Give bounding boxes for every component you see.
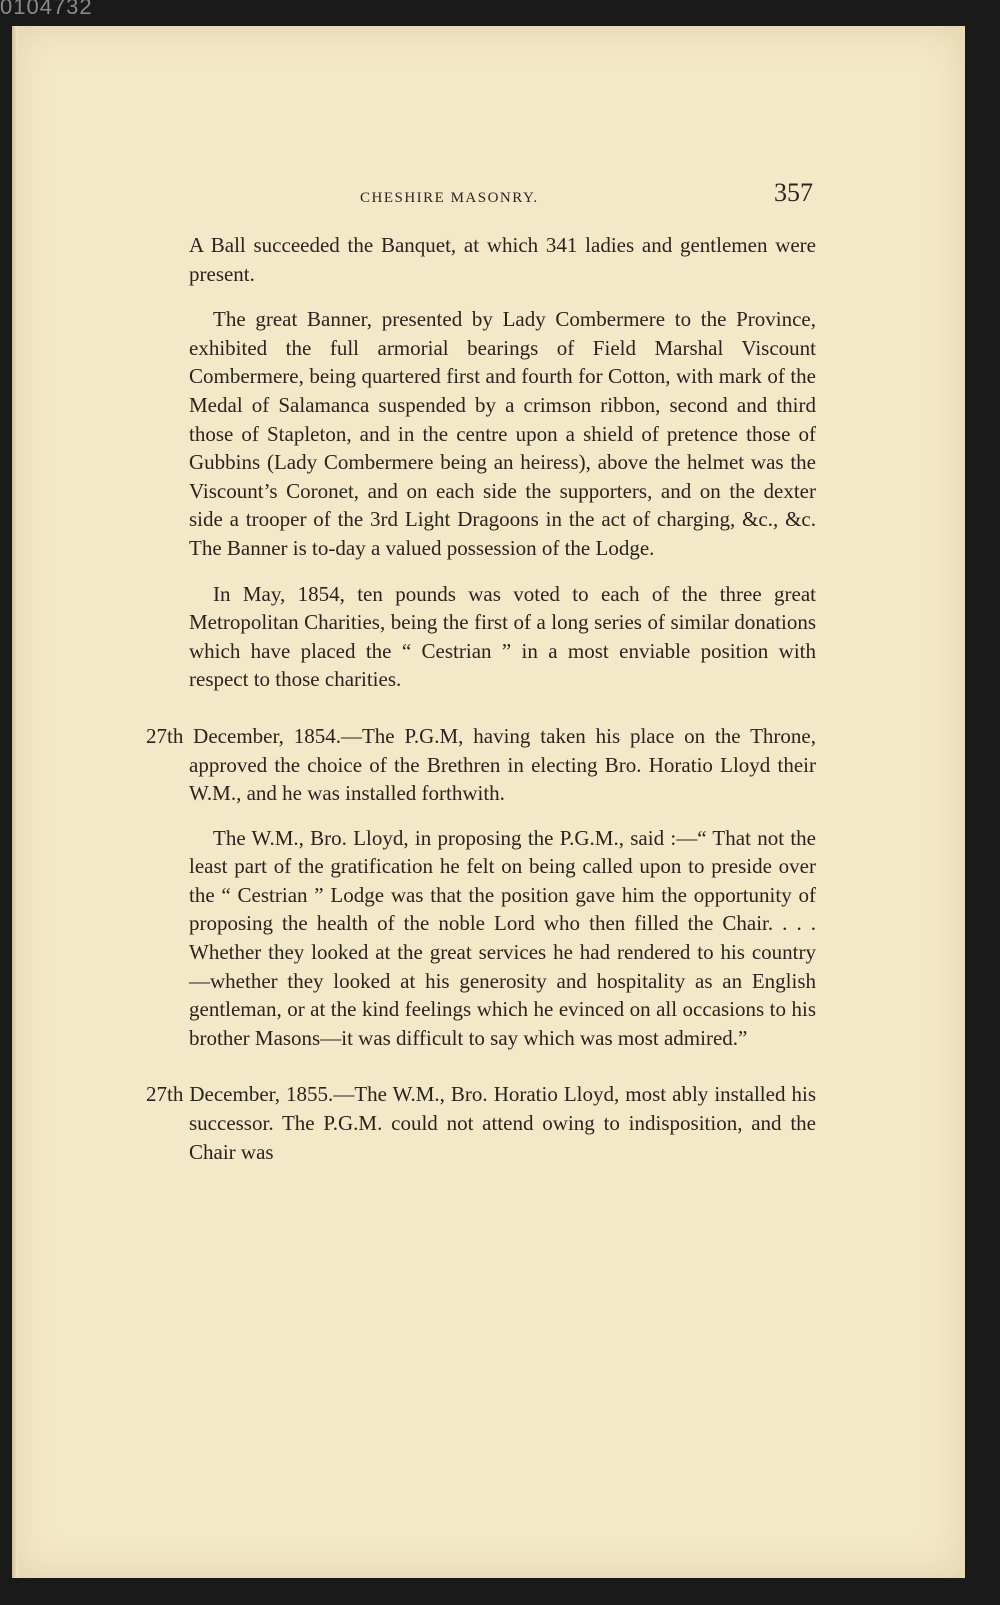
page-edge-shadow: [12, 26, 18, 1578]
scan-corner-id: 0104732: [0, 0, 93, 19]
entry-date: 27th December, 1854.: [146, 723, 341, 748]
entry-date: 27th December, 1855.: [146, 1082, 334, 1107]
page-number: 357: [774, 178, 813, 207]
entry-text: —The P.G.M, having taken his place on the Throne, approved the choice of the Brethren in electing Bro. Horatio Lloyd their W.M., and he was installed forthwith.: [189, 723, 816, 806]
dated-entry: [146, 722, 816, 808]
paragraph-ball: A Ball succeeded the Banquet, at which 341 ladies and gentlemen were present.: [189, 233, 816, 286]
running-head: [12, 178, 965, 218]
paragraph-banner: The great Banner, presented by Lady Combermere to the Province, exhibited the full armorial bearings of Field Marshal Viscount Combermere, being quartered first and fourth for Cotton, with mark of the Medal of Salamanca suspended by a crimson ribbon, second and third those of Stapleton, and in the centre upon a shield of pretence those of Gubbins (Lady Combermere being an heiress), above the helmet was the Viscount’s Coronet, and on each side the supporters, and on the dexter side a trooper of the 3rd Light Dragoons in the act of charging, &c., &c. The Banner is to-day a valued possession of the Lodge.: [189, 307, 816, 560]
dated-entry: [146, 1080, 816, 1166]
running-head-title: CHESHIRE MASONRY.: [360, 190, 539, 206]
paragraph-speech: The W.M., Bro. Lloyd, in proposing the P.G.M., said :—“ That not the least part of the gratification he felt on being called upon to preside over the “ Cestrian ” Lodge was that the position gave him the opportunity of proposing the health of the noble Lord who then filled the Chair. . . . Whether they looked at the great services he had rendered to his country—whether they looked at his generosity and hospitality as an English gentleman, or at the kind feelings which he evinced on all occasions to his brother Masons—it was difficult to say which was most admired.”: [189, 825, 816, 1050]
paragraph-charities: In May, 1854, ten pounds was voted to each of the three great Metropolitan Charities, being the first of a long series of similar donations which have placed the “ Cestrian ” in a most enviable position with respect to those charities.: [189, 581, 816, 692]
entry-text: —The W.M., Bro. Horatio Lloyd, most ably installed his successor. The P.G.M. could not attend owing to indisposition, and the Chair was: [189, 1082, 816, 1164]
page-body: [146, 231, 816, 1182]
book-page: [12, 26, 965, 1578]
